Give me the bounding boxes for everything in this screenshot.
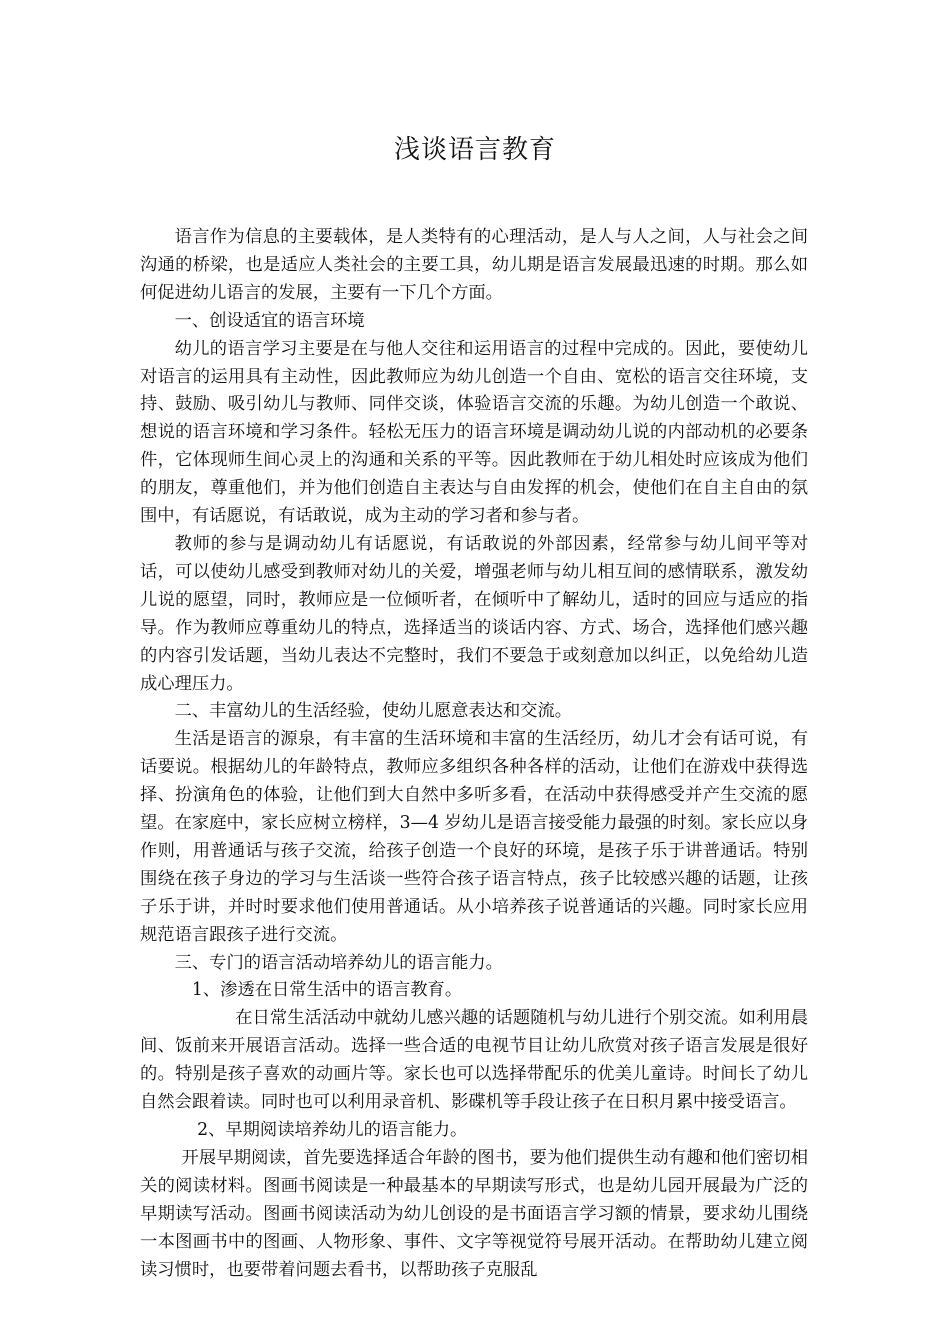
paragraph-intro: 语言作为信息的主要载体，是人类特有的心理活动，是人与人之间，人与社会之间沟通的桥梁，也是适应人类社会的主要工具，幼儿期是语言发展最迅速的时期。那么如何促进幼儿语言的发展，主要有一下几个方面。 (140, 227, 808, 303)
section-heading-3: 三、专门的语言活动培养幼儿的语言能力。 (174, 952, 503, 973)
subsection-heading-2: 2、早期阅读培养幼儿的语言能力。 (197, 1120, 468, 1140)
paragraph: 生活是语言的源泉，有丰富的生活环境和丰富的生活经历，幼儿才会有话可说，有话要说。根据幼儿的年龄特点，教师应多组织各种各样的活动，让他们在游戏中获得选择、扮演角色的体验，让他们到大自然中多听多看，在活动中获得感受并产生交流的愿望。在家庭中，家长应树立榜样，3—4 岁幼儿是语言接受能力最强的时刻。家长应以身作则，用普通话与孩子交流，给孩子创造一个良好的环境，是孩子乐于讲普通话。特别围绕在孩子身边的学习与生活谈一些符合孩子语言特点，孩子比较感兴趣的话题，让孩子乐于讲，并时时要求他们使用普通话。从小培养孩子说普通话的兴趣。同时家长应用规范语言跟孩子进行交流。 (140, 729, 808, 945)
paragraph: 开展早期阅读，首先要选择适合年龄的图书，要为他们提供生动有趣和他们密切相关的阅读材料。图画书阅读是一种最基本的早期读写形式，也是幼儿园开展最为广泛的早期读写活动。图画书阅读活动为幼儿创设的是书面语言学习额的情景，要求幼儿围绕一本图画书中的图画、人物形象、事件、文字等视觉符号展开活动。在帮助幼儿建立阅读习惯时，也要带着问题去看书，以帮助孩子克服乱 (140, 1147, 808, 1280)
paragraph: 教师的参与是调动幼儿有话愿说，有话敢说的外部因素，经常参与幼儿间平等对话，可以使幼儿感受到教师对幼儿的关爱，增强老师与幼儿相互间的感情联系，激发幼儿说的愿望，同时，教师应是一位倾听者，在倾听中了解幼儿，适时的回应与适应的指导。作为教师应尊重幼儿的特点，选择适当的谈话内容、方式、场合，选择他们感兴趣的内容引发话题，当幼儿表达不完整时，我们不要急于或刻意加以纠正，以免给幼儿造成心理压力。 (140, 533, 808, 694)
paragraph: 在日常生活活动中就幼儿感兴趣的话题随机与幼儿进行个别交流。如利用晨间、饭前来开展语言活动。选择一些合适的电视节目让幼儿欣赏对孩子语言发展是很好的。特别是孩子喜欢的动画片等。家长也可以选择带配乐的优美儿童诗。时间长了幼儿自然会跟着读。同时也可以利用录音机、影碟机等手段让孩子在日积月累中接受语言。 (140, 1008, 808, 1113)
subsection-heading-1: 1、渗透在日常生活中的语言教育。 (191, 980, 463, 1001)
section-heading-1: 一、创设适宜的语言环境 (174, 310, 365, 331)
section-heading-2: 二、丰富幼儿的生活经验，使幼儿愿意表达和交流。 (174, 701, 573, 722)
document-body (140, 224, 808, 1284)
document-title: 浅谈语言教育 (393, 135, 556, 165)
paragraph: 幼儿的语言学习主要是在与他人交往和运用语言的过程中完成的。因此，要使幼儿对语言的运用具有主动性，因此教师应为幼儿创造一个自由、宽松的语言交往环境，支持、鼓励、吸引幼儿与教师、同伴交谈，体验语言交流的乐趣。为幼儿创造一个敢说、想说的语言环境和学习条件。轻松无压力的语言环境是调动幼儿说的内部动机的必要条件，它体现师生间心灵上的沟通和关系的平等。因此教师在于幼儿相处时应该成为他们的朋友，尊重他们，并为他们创造自主表达与自由发挥的机会，使他们在自主自由的氛围中，有话愿说，有话敢说，成为主动的学习者和参与者。 (140, 338, 808, 527)
